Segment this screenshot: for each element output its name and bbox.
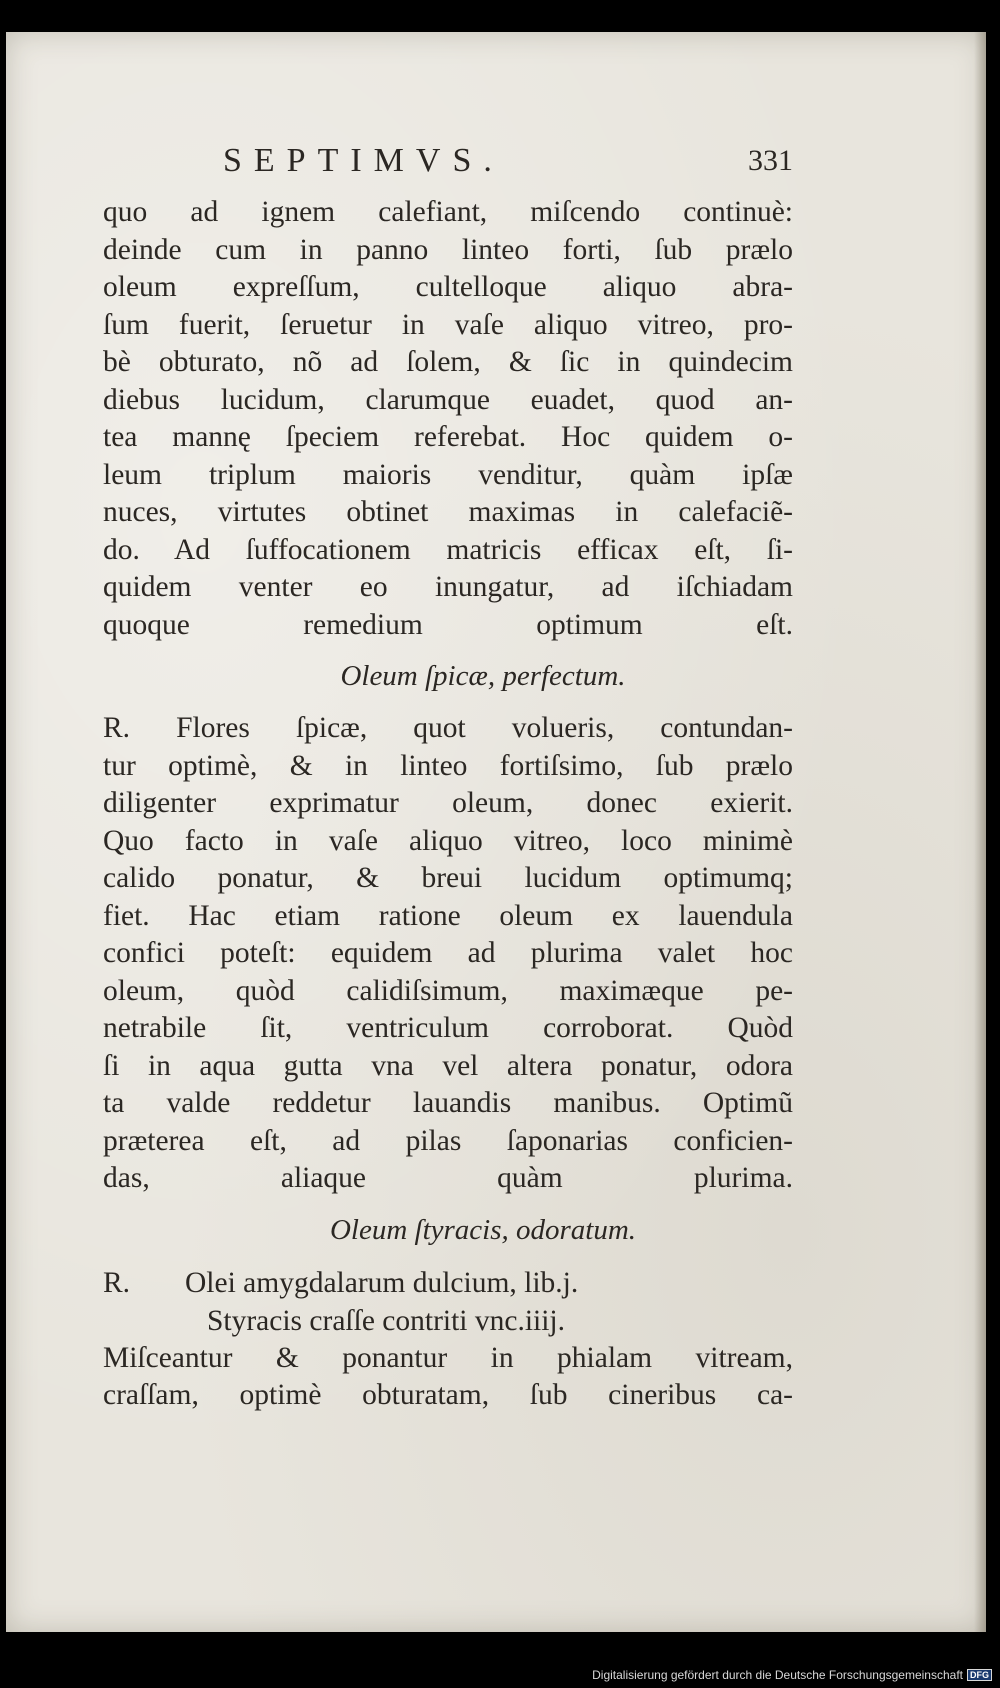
text-line: do. Ad ſuffocationem matricis efficax eſt, ſi- — [103, 533, 793, 566]
text-line: quidem venter eo inungatur, ad iſchiadam — [103, 571, 793, 603]
running-head: SEPTIMVS. — [223, 142, 504, 179]
recipe-list — [103, 1264, 793, 1340]
recipe-marker: R. — [103, 1266, 131, 1299]
section-heading-spica: Oleum ſpicæ, perfectum. — [340, 660, 626, 692]
paragraph-3 — [103, 1340, 793, 1415]
text-line: tea mannę ſpeciem referebat. Hoc quidem o- — [103, 421, 793, 453]
digitization-credit — [592, 1668, 992, 1682]
text-line: ſum fuerit, ſeruetur in vaſe aliquo vitreo, pro- — [103, 308, 793, 341]
recipe-line — [103, 1302, 793, 1340]
text-line: das, aliaque quàm plurima. — [103, 1162, 793, 1194]
text-line: fiet. Hac etiam ratione oleum ex lauendula — [103, 899, 793, 932]
recipe-ingredient: Olei amygdalarum dulcium, lib.j. — [185, 1266, 579, 1299]
page-text-block — [103, 142, 793, 1415]
page-header — [103, 142, 793, 194]
text-line: R. Flores ſpicæ, quot volueris, contundan- — [103, 712, 793, 744]
text-line: quo ad ignem calefiant, miſcendo continuè: — [103, 196, 793, 228]
text-line: calido ponatur, & breui lucidum optimumq; — [103, 862, 793, 894]
dfg-logo: DFG — [967, 1669, 992, 1681]
recipe-line — [103, 1264, 793, 1302]
text-line: ta valde reddetur lauandis manibus. Optimũ — [103, 1087, 793, 1119]
text-line: oleum expreſſum, cultelloque aliquo abra- — [103, 271, 793, 303]
text-line: netrabile ſit, ventriculum corroborat. Quòd — [103, 1012, 793, 1044]
text-line: oleum, quòd calidiſsimum, maximæque pe- — [103, 974, 793, 1007]
text-line: diebus lucidum, clarumque euadet, quod an- — [103, 383, 793, 416]
text-line: diligenter exprimatur oleum, donec exierit. — [103, 787, 793, 819]
text-line: ſi in aqua gutta vna vel altera ponatur, odora — [103, 1049, 793, 1082]
text-line: nuces, virtutes obtinet maximas in calefaciẽ- — [103, 496, 793, 528]
text-line: bè obturato, nõ ad ſolem, & ſic in quindecim — [103, 346, 793, 378]
text-line: Quo facto in vaſe aliquo vitreo, loco minimè — [103, 824, 793, 857]
paragraph-1 — [103, 194, 793, 644]
text-line: quoque remedium optimum eſt. — [103, 608, 793, 641]
text-line: deinde cum in panno linteo forti, ſub prælo — [103, 233, 793, 266]
text-line: præterea eſt, ad pilas ſaponarias conficien- — [103, 1124, 793, 1157]
page-edge-shadow — [974, 32, 986, 1632]
text-line: leum triplum maioris venditur, quàm ipſæ — [103, 458, 793, 491]
text-line: tur optimè, & in linteo fortiſsimo, ſub prælo — [103, 749, 793, 782]
page-number: 331 — [748, 144, 793, 177]
recipe-ingredient: Styracis craſſe contriti vnc.iiij. — [207, 1304, 565, 1337]
paragraph-2 — [103, 710, 793, 1198]
section-heading-styrax: Oleum ſtyracis, odoratum. — [329, 1213, 637, 1246]
text-line: confici poteſt: equidem ad plurima valet hoc — [103, 937, 793, 969]
credit-text: Digitalisierung gefördert durch die Deutsche Forschungsgemeinschaft — [592, 1668, 963, 1682]
book-page — [6, 32, 986, 1632]
text-line: Miſceantur & ponantur in phialam vitream, — [103, 1341, 793, 1374]
text-line: craſſam, optimè obturatam, ſub cineribus ca- — [103, 1379, 793, 1411]
